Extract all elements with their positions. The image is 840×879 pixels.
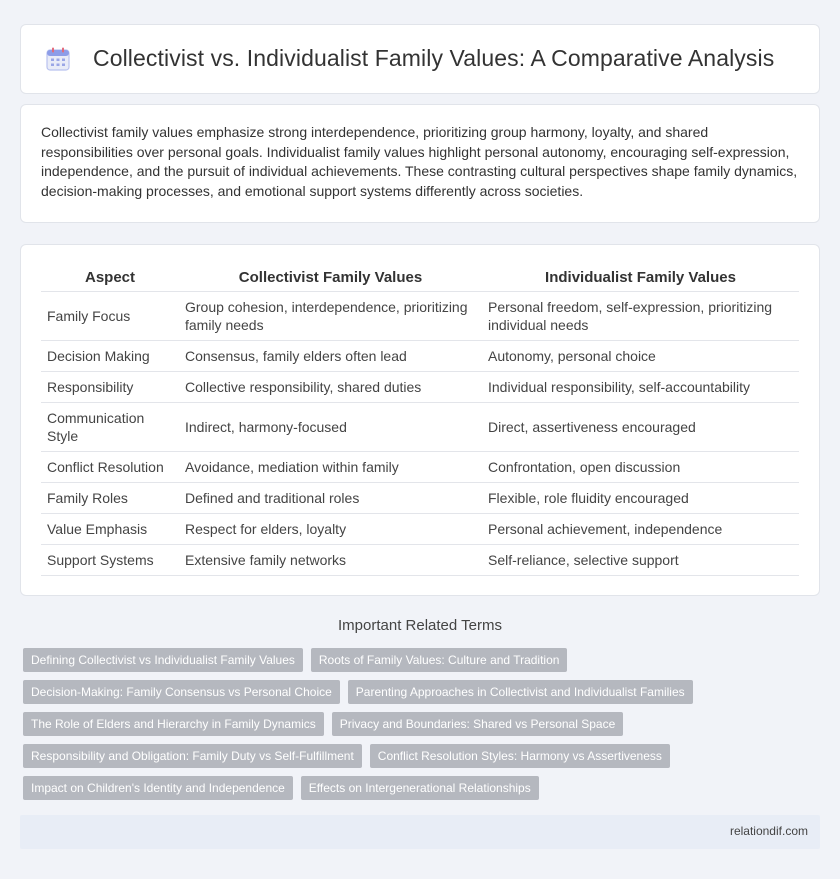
table-row: [41, 482, 799, 513]
header-aspect: Aspect: [41, 265, 179, 291]
cell-aspect: Value Emphasis: [41, 513, 179, 544]
cell-individualist: Self-reliance, selective support: [482, 544, 799, 575]
cell-individualist: Personal freedom, self-expression, prioritizing individual needs: [482, 291, 799, 340]
cell-aspect: Responsibility: [41, 371, 179, 402]
related-term-tag[interactable]: Effects on Intergenerational Relationships: [301, 776, 539, 800]
table-header-row: [41, 265, 799, 291]
related-term-tag[interactable]: Parenting Approaches in Collectivist and Individualist Families: [348, 680, 693, 704]
cell-individualist: Confrontation, open discussion: [482, 451, 799, 482]
table-row: [41, 451, 799, 482]
cell-individualist: Autonomy, personal choice: [482, 340, 799, 371]
cell-aspect: Family Roles: [41, 482, 179, 513]
cell-collectivist: Extensive family networks: [179, 544, 482, 575]
intro-text: Collectivist family values emphasize strong interdependence, prioritizing group harmony, loyalty, and shared responsibilities over personal goals. Individualist family values highlight personal autonomy, encouraging self-expression, independence, and the pursuit of individual achievements. These contrasting cultural perspectives shape family dynamics, decision-making processes, and emotional support systems differently across societies.: [41, 124, 798, 199]
header-card: [20, 24, 820, 94]
cell-aspect: Conflict Resolution: [41, 451, 179, 482]
cell-collectivist: Group cohesion, interdependence, prioritizing family needs: [179, 291, 482, 340]
footer: [20, 815, 820, 849]
table-row: [41, 513, 799, 544]
cell-collectivist: Indirect, harmony-focused: [179, 402, 482, 451]
related-term-tag[interactable]: Defining Collectivist vs Individualist Family Values: [23, 648, 303, 672]
related-term-tag[interactable]: Decision-Making: Family Consensus vs Personal Choice: [23, 680, 340, 704]
cell-collectivist: Avoidance, mediation within family: [179, 451, 482, 482]
header-collectivist: Collectivist Family Values: [179, 265, 482, 291]
table-row: [41, 340, 799, 371]
tag-row: [23, 776, 823, 800]
tag-row: [23, 680, 823, 704]
intro-card: [20, 104, 820, 223]
comparison-table-card: [20, 244, 820, 596]
related-term-tag[interactable]: Roots of Family Values: Culture and Tradition: [311, 648, 568, 672]
related-terms-list: [23, 648, 823, 808]
header-individualist: Individualist Family Values: [482, 265, 799, 291]
tag-row: [23, 648, 823, 672]
cell-collectivist: Collective responsibility, shared duties: [179, 371, 482, 402]
table-row: [41, 402, 799, 451]
cell-aspect: Support Systems: [41, 544, 179, 575]
cell-aspect: Family Focus: [41, 291, 179, 340]
page-title: Collectivist vs. Individualist Family Values: A Comparative Analysis: [93, 45, 775, 71]
cell-individualist: Direct, assertiveness encouraged: [482, 402, 799, 451]
cell-individualist: Personal achievement, independence: [482, 513, 799, 544]
cell-collectivist: Defined and traditional roles: [179, 482, 482, 513]
related-term-tag[interactable]: The Role of Elders and Hierarchy in Family Dynamics: [23, 712, 324, 736]
cell-collectivist: Consensus, family elders often lead: [179, 340, 482, 371]
related-terms-title: Important Related Terms: [338, 617, 502, 634]
tag-row: [23, 712, 823, 736]
footer-site-link[interactable]: relationdif.com: [729, 824, 808, 838]
cell-individualist: Flexible, role fluidity encouraged: [482, 482, 799, 513]
related-term-tag[interactable]: Impact on Children's Identity and Independence: [23, 776, 293, 800]
cell-aspect: Communication Style: [41, 402, 179, 451]
table-row: [41, 371, 799, 402]
table-row: [41, 544, 799, 575]
table-row: [41, 291, 799, 340]
tag-row: [23, 744, 823, 768]
cell-collectivist: Respect for elders, loyalty: [179, 513, 482, 544]
related-term-tag[interactable]: Responsibility and Obligation: Family Duty vs Self-Fulfillment: [23, 744, 362, 768]
cell-individualist: Individual responsibility, self-accountability: [482, 371, 799, 402]
calendar-icon: [45, 46, 71, 72]
cell-aspect: Decision Making: [41, 340, 179, 371]
comparison-table: [41, 265, 799, 576]
related-term-tag[interactable]: Privacy and Boundaries: Shared vs Personal Space: [332, 712, 624, 736]
related-term-tag[interactable]: Conflict Resolution Styles: Harmony vs Assertiveness: [370, 744, 670, 768]
